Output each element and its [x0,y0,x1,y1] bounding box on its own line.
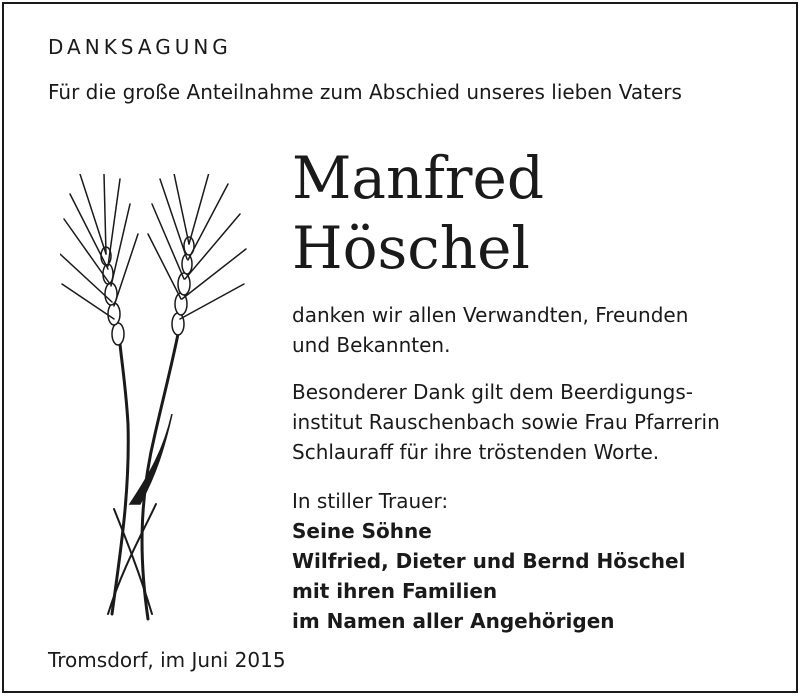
signatory-line: Seine Söhne [292,519,432,543]
thanks-line: und Bekannten. [292,333,451,357]
last-name: Höschel [292,214,530,282]
special-thanks-text [292,377,762,467]
notice-heading: DANKSAGUNG [48,35,232,59]
first-name: Manfred [292,144,544,212]
special-thanks-line: institut Rauschenbach sowie Frau Pfarrerin [292,410,720,434]
intro-text: Für die große Anteilnahme zum Abschied unseres lieben Vaters [48,80,682,104]
mourners-block [292,486,762,636]
deceased-name [292,143,544,283]
signatory-line: mit ihren Familien [292,579,498,603]
thanks-text [292,300,762,360]
signatory-line: im Namen aller Angehörigen [292,609,615,633]
signatory-line: Wilfried, Dieter und Bernd Höschel [292,549,686,573]
thanks-line: danken wir allen Verwandten, Freunden [292,303,689,327]
special-thanks-line: Besonderer Dank gilt dem Beerdigungs- [292,380,693,404]
special-thanks-line: Schlauraff für ihre tröstenden Worte. [292,440,660,464]
wheat-ears-icon [60,174,250,624]
obituary-card [2,2,798,693]
closing-label: In stiller Trauer: [292,489,449,513]
place-date: Tromsdorf, im Juni 2015 [48,648,286,672]
